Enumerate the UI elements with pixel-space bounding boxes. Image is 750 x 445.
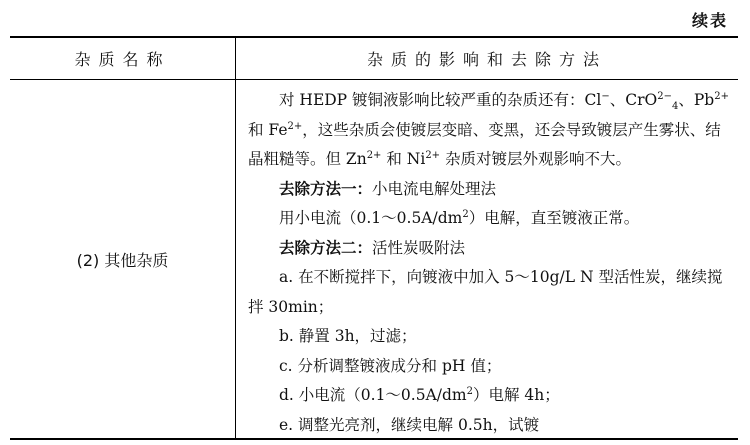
step-d: d. 小电流$(0.1\sim 0.5A/dm^2)$电解 4h； (279, 385, 560, 404)
step-a: a. 在不断搅拌下，向镀液中加入 5～10g/L N 型活性炭，继续搅拌 30min； (248, 268, 723, 316)
effect-and-removal-cell (248, 86, 730, 440)
method1-description: 用小电流$(0.1\sim 0.5A/dm^2)$电解，直至镀液正常。 (279, 208, 640, 227)
header-impurity-name: 杂质名称 (74, 50, 171, 69)
header-effect-and-removal: 杂质的影响和去除方法 (366, 50, 607, 69)
step-e: e. 调整光亮剂，继续电解 0.5h，试镀 (279, 415, 540, 434)
continued-label: 续表 (691, 11, 728, 30)
step-c: c. 分析调整镀液成分和 pH 值； (279, 356, 502, 375)
method2-heading: 去除方法二：活性炭吸附法 (279, 238, 466, 257)
impurity-effect-paragraph: 对 HEDP 镀铜液影响比较严重的杂质还有：Cl−、CrO$^{2-}_4$、$Pb^{2+}$ 和 $Fe^{2+}$，这些杂质会使镀层变暗、变黑，还会导致镀层产生雾状、结晶粗糙等。但 $Zn^{2+}$ 和 $Ni^{2+}$ 杂质对镀层外观影响不大。 (248, 90, 729, 168)
impurity-name-cell: (2) 其他杂质 (76, 250, 169, 270)
column-divider (235, 38, 236, 438)
impurity-table (10, 36, 738, 440)
method1-heading: 去除方法一：小电流电解处理法 (279, 179, 497, 198)
step-b: b. 静置 3h，过滤； (279, 327, 417, 345)
